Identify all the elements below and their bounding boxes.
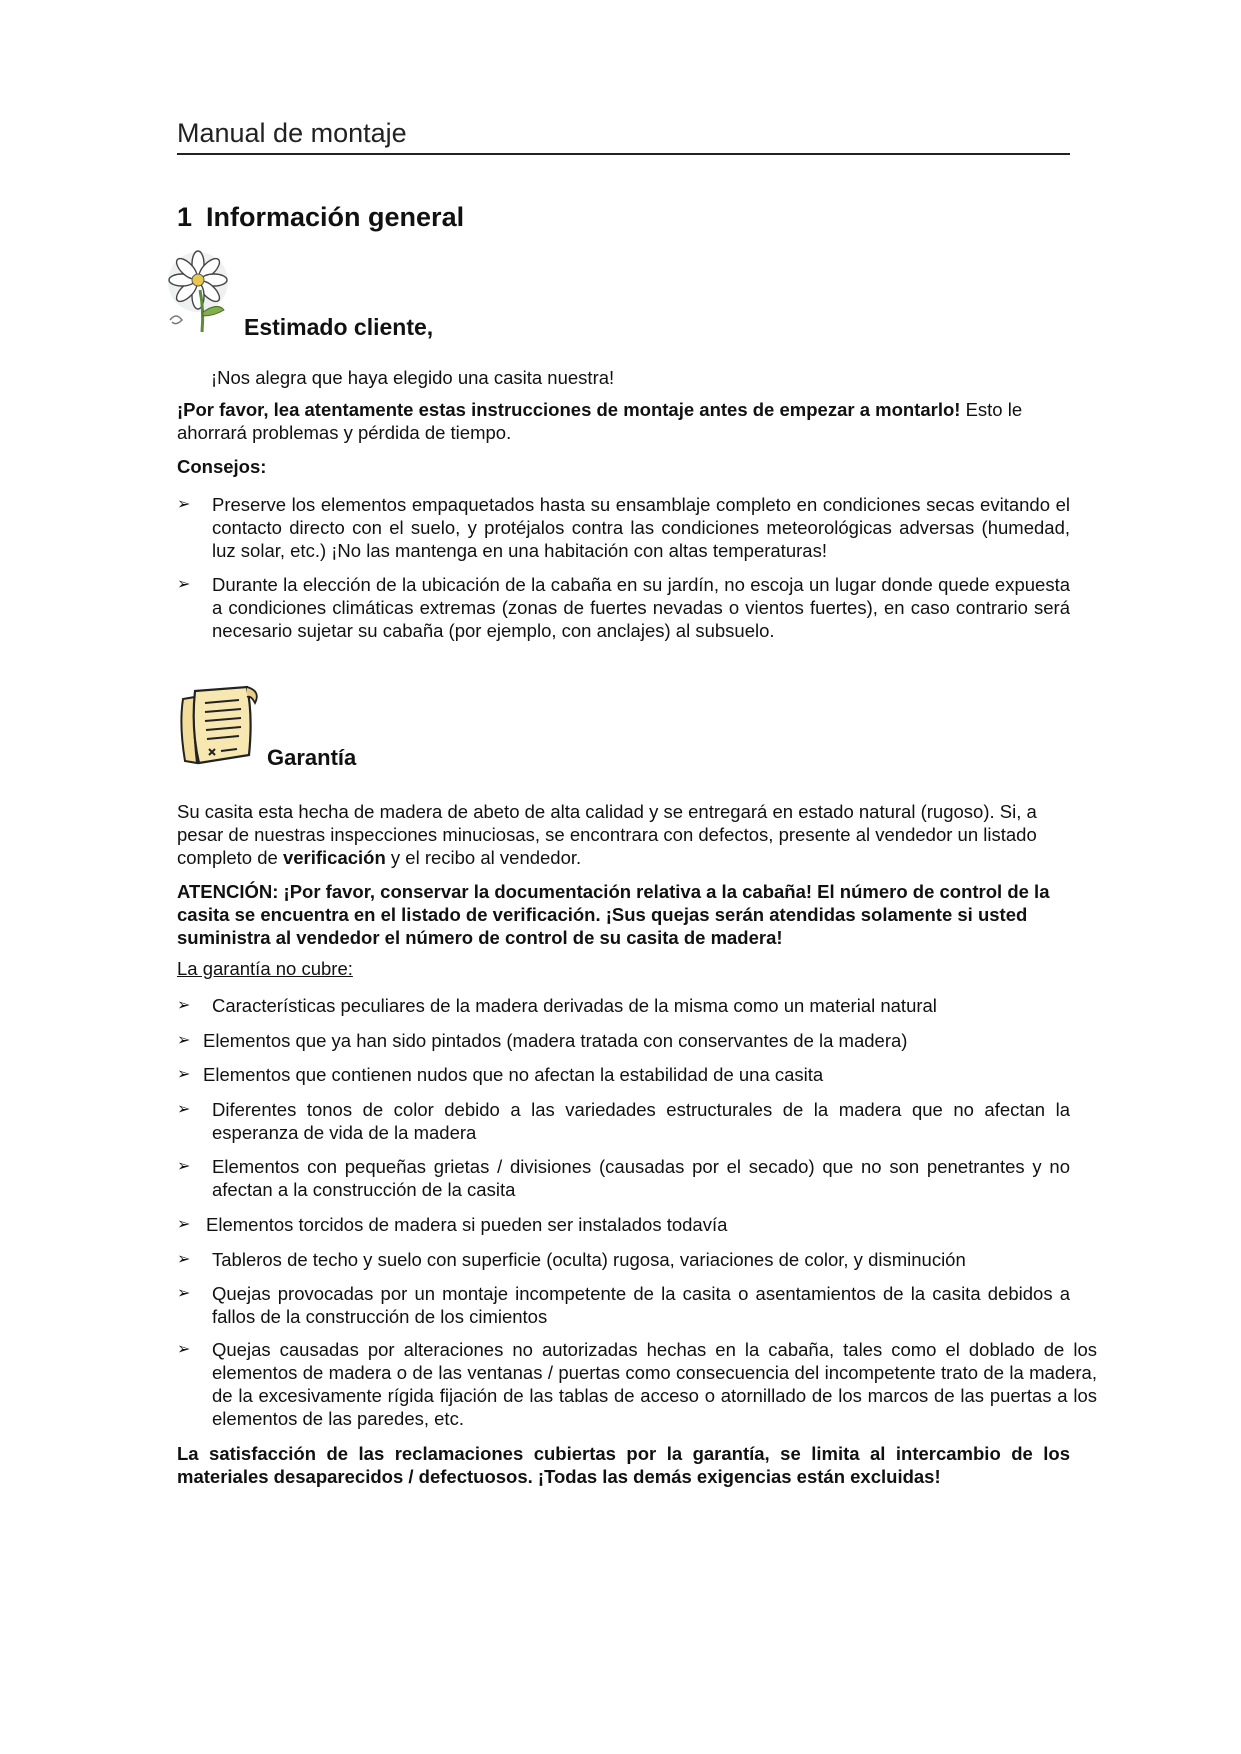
not-covered-label: La garantía no cubre:	[177, 958, 353, 979]
list-item-text: Elementos que ya han sido pintados (madera tratada con conservantes de la madera)	[203, 1030, 908, 1051]
list-item-text: Quejas causadas por alteraciones no autorizadas hechas en la cabaña, tales como el doblado de los elementos de madera o de las ventanas / puertas como consecuencia del incompetente trato de la madera, de la excesivamente rígida fijación de las tablas de acceso o atornillado de los marcos de las puertas a los elementos de las paredes, etc.	[212, 1339, 1097, 1429]
bullet-arrow-icon: ➢	[177, 1285, 191, 1302]
warranty-text-b: y el recibo al vendedor.	[385, 847, 582, 868]
bullet-arrow-icon: ➢	[177, 496, 191, 513]
flower-icon	[158, 250, 242, 336]
closing-paragraph: La satisfacción de las reclamaciones cubiertas por la garantía, se limita al intercambio de los materiales desaparecidos / defectuosos. ¡Todas las demás exigencias están excluidas!	[177, 1443, 1070, 1487]
warranty-text-a: Su casita esta hecha de madera de abeto de alta calidad y se entregará en estado natural (rugoso). Si, a pesar de nuestras inspecciones minuciosas, se encontrara con defectos, presente al vendedor un listado completo de	[177, 801, 1037, 868]
attention-text: ¡Por favor, conservar la documentación relativa a la cabaña! El número de control de la casita se encuentra en el listado de verificación. ¡Sus quejas serán atendidas solamente si usted suministra al vendedor el número de control de su casita de madera!	[177, 881, 1050, 948]
read-instructions-bold: ¡Por favor, lea atentamente estas instrucciones de montaje antes de empezar a montarlo!	[177, 399, 961, 420]
attention-paragraph	[177, 880, 1070, 949]
bullet-arrow-icon: ➢	[177, 1216, 191, 1233]
bullet-arrow-icon: ➢	[177, 1341, 191, 1358]
tips-label: Consejos:	[177, 456, 267, 477]
list-item-text: Diferentes tonos de color debido a las variedades estructurales de la madera que no afectan la esperanza de vida de la madera	[212, 1099, 1070, 1143]
list-item-text: Elementos torcidos de madera si pueden ser instalados todavía	[206, 1214, 728, 1235]
list-item-text: Quejas provocadas por un montaje incompetente de la casita o asentamientos de la casita debidos a fallos de la construcción de los cimientos	[212, 1283, 1070, 1327]
bullet-arrow-icon: ➢	[177, 1251, 191, 1268]
list-item-text: Tableros de techo y suelo con superficie (oculta) rugosa, variaciones de color, y disminución	[212, 1249, 966, 1270]
section-title: Información general	[206, 202, 465, 232]
warranty-heading: Garantía	[267, 745, 357, 770]
read-instructions-rest: Esto le ahorrará problemas y pérdida de tiempo.	[177, 399, 1023, 443]
section-heading	[177, 202, 464, 233]
bullet-arrow-icon: ➢	[177, 1032, 191, 1049]
list-item-text: Durante la elección de la ubicación de la cabaña en su jardín, no escoja un lugar donde quede expuesta a condiciones climáticas extremas (zonas de fuertes nevadas o vientos fuertes), en caso contrario será necesario sujetar su cabaña (por ejemplo, con anclajes) al subsuelo.	[212, 574, 1070, 641]
bullet-arrow-icon: ➢	[177, 1158, 191, 1175]
list-item-text: Elementos con pequeñas grietas / divisiones (causadas por el secado) que no son penetrantes y no afectan a la construcción de la casita	[212, 1156, 1070, 1200]
bullet-arrow-icon: ➢	[177, 1101, 191, 1118]
greeting-heading: Estimado cliente,	[244, 314, 434, 340]
read-instructions-paragraph	[177, 398, 1070, 444]
warranty-text-bold: verificación	[282, 847, 386, 868]
bullet-arrow-icon: ➢	[177, 1066, 191, 1083]
list-item-text: Preserve los elementos empaquetados hasta su ensamblaje completo en condiciones secas evitando el contacto directo con el suelo, y protéjalos contra las condiciones meteorológicas adversas (humedad, luz solar, etc.) ¡No las mantenga en una habitación con altas temperaturas!	[212, 494, 1070, 561]
section-number: 1	[177, 202, 193, 232]
intro-text: ¡Nos alegra que haya elegido una casita nuestra!	[211, 367, 615, 388]
not-covered-label-wrap	[177, 957, 1070, 980]
list-item-text: Elementos que contienen nudos que no afectan la estabilidad de una casita	[203, 1064, 824, 1085]
bullet-arrow-icon: ➢	[177, 997, 191, 1014]
attention-label: ATENCIÓN:	[177, 881, 279, 902]
warranty-paragraph	[177, 800, 1077, 869]
running-header: Manual de montaje	[177, 118, 1070, 155]
scroll-document-icon	[175, 685, 263, 771]
bullet-arrow-icon: ➢	[177, 576, 191, 593]
list-item-text: Características peculiares de la madera derivadas de la misma como un material natural	[212, 995, 937, 1016]
